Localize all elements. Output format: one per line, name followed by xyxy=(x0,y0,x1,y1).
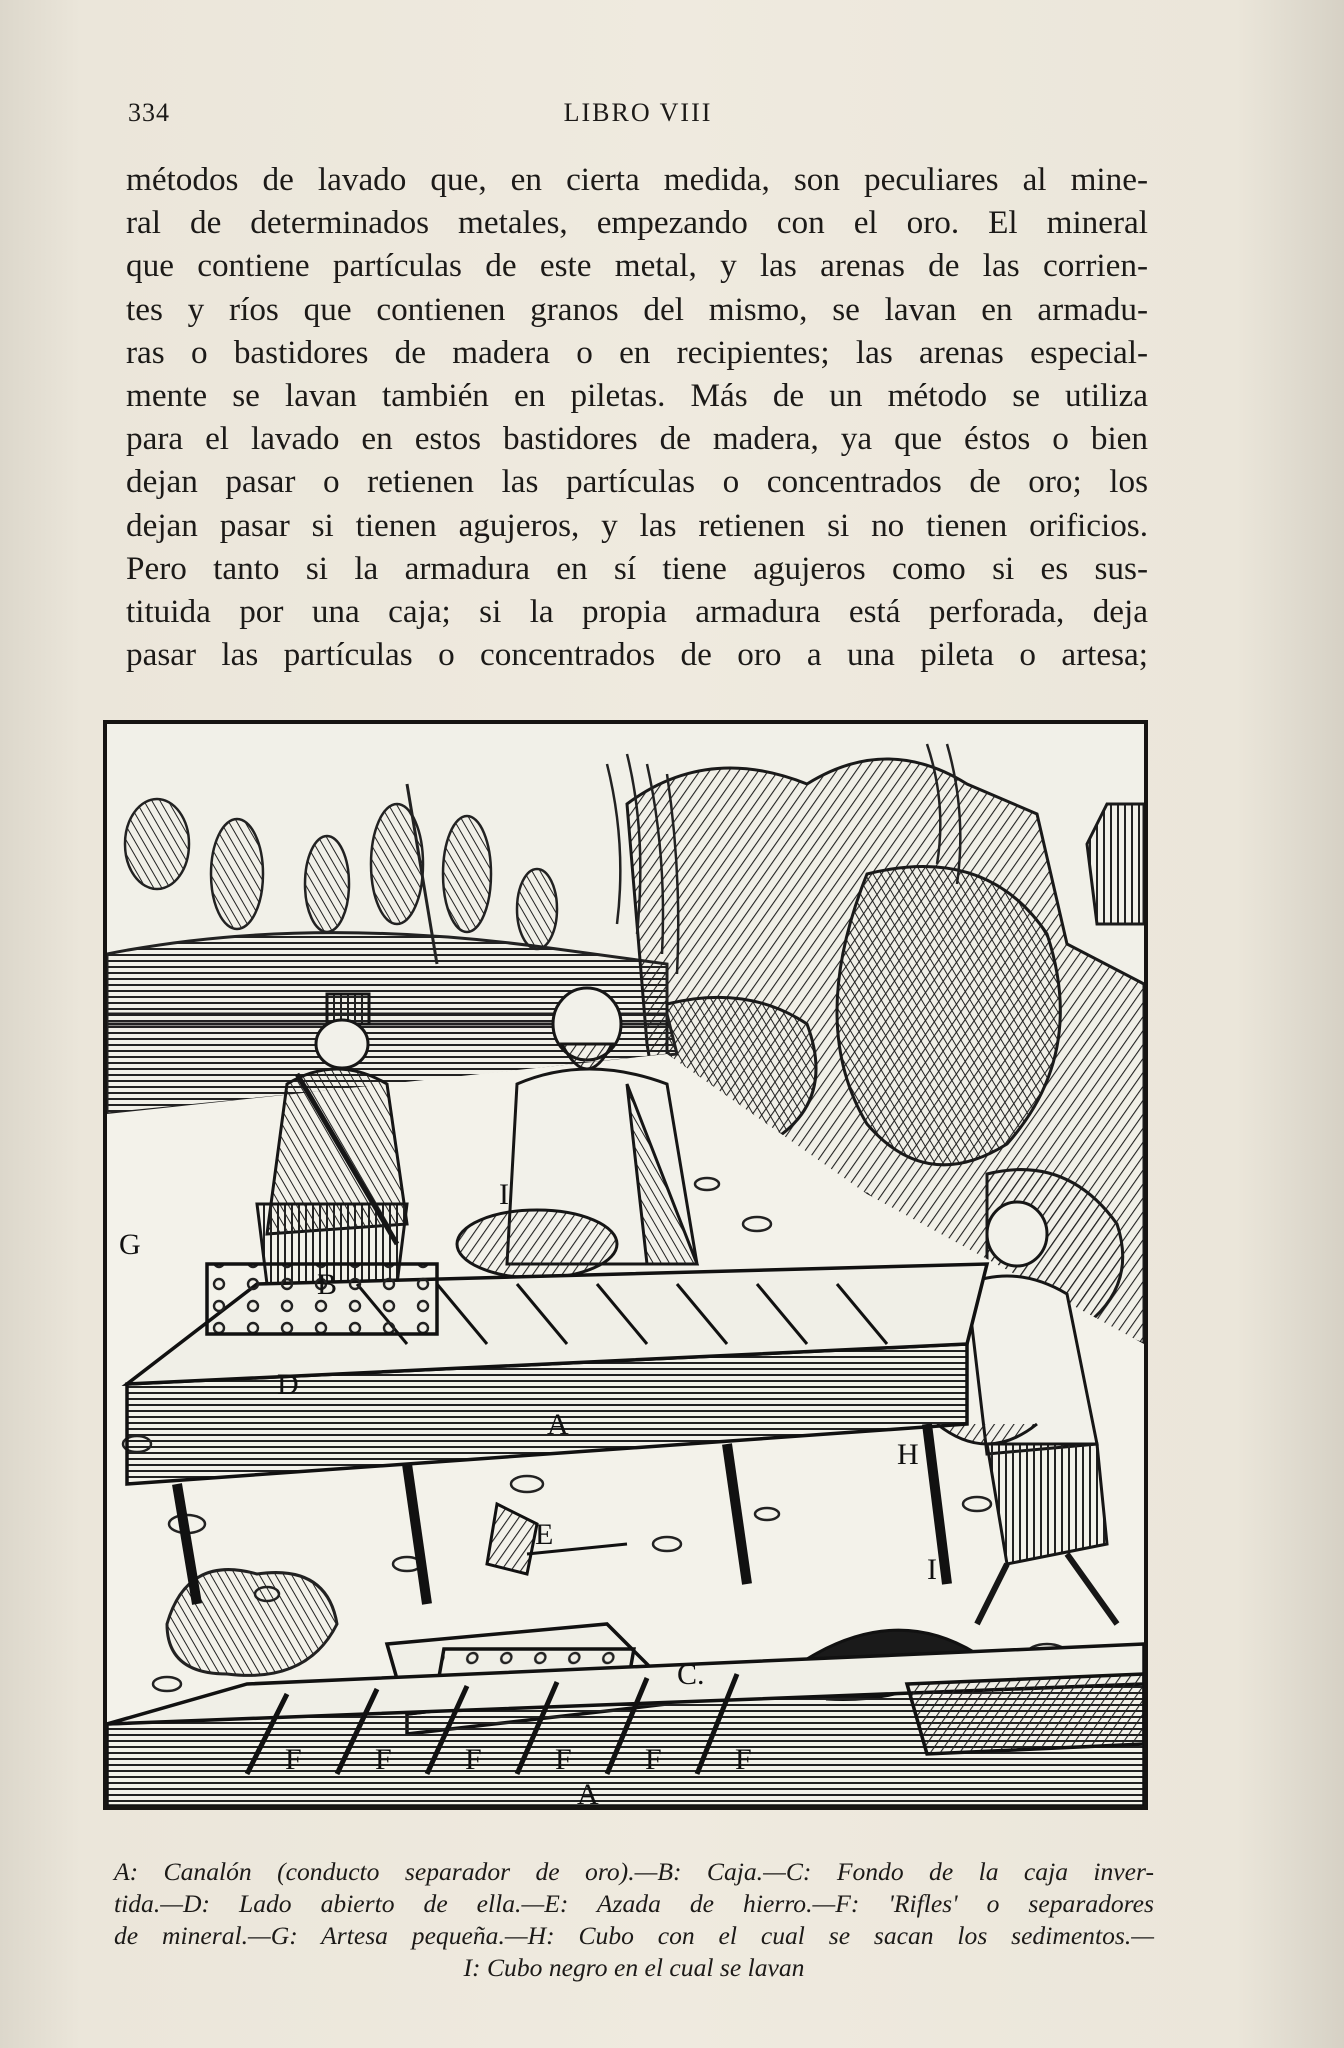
page-number: 334 xyxy=(128,98,170,127)
label-b: B xyxy=(317,1268,338,1301)
label-a-top: A xyxy=(547,1408,569,1441)
body-line: pasar las partículas o concentrados de oro a una pileta o artesa; xyxy=(126,636,1148,674)
label-h: H xyxy=(897,1438,919,1471)
label-f: F xyxy=(285,1743,302,1776)
body-line: que contiene partículas de este metal, y las arenas de las corrien- xyxy=(126,247,1148,285)
body-line: dejan pasar o retienen las partículas o concentrados de oro; los xyxy=(126,463,1148,501)
running-head: LIBRO VIII xyxy=(563,98,713,127)
body-line: mente se lavan también en piletas. Más de un método se utiliza xyxy=(126,377,1148,415)
body-line: para el lavado en estos bastidores de madera, ya que éstos o bien xyxy=(126,420,1148,458)
label-i-bottom: I xyxy=(927,1553,937,1586)
woodcut-drawing xyxy=(107,724,1144,1806)
body-line: ras o bastidores de madera o en recipientes; las arenas especial- xyxy=(126,333,1148,371)
label-c: C. xyxy=(677,1658,705,1691)
label-f: F xyxy=(465,1743,482,1776)
label-f: F xyxy=(375,1743,392,1776)
page-header xyxy=(128,98,1148,138)
label-e: E xyxy=(535,1518,554,1551)
caption-line: A: Canalón (conducto separador de oro).—B: Caja.—C: Fondo de la caja inver- xyxy=(114,1857,1154,1886)
label-d: D xyxy=(277,1368,299,1401)
label-a-bottom: A xyxy=(577,1778,599,1806)
body-line: dejan pasar si tienen agujeros, y las retienen si no tienen orificios. xyxy=(126,506,1148,544)
body-paragraph xyxy=(126,158,1148,676)
body-line: tituida por una caja; si la propia armadura está perforada, deja xyxy=(126,593,1148,631)
caption-line: I: Cubo negro en el cual se lavan xyxy=(463,1953,805,1982)
body-line: tes y ríos que contienen granos del mismo, se lavan en armadu- xyxy=(126,290,1148,328)
label-f: F xyxy=(555,1743,572,1776)
caption-line: tida.—D: Lado abierto de ella.—E: Azada de hierro.—F: 'Rifles' o separadores xyxy=(114,1889,1154,1918)
body-line: ral de determinados metales, empezando con el oro. El mineral xyxy=(126,204,1148,242)
figure-caption xyxy=(114,1856,1154,1984)
label-f: F xyxy=(645,1743,662,1776)
label-f: F xyxy=(735,1743,752,1776)
label-i-top: I xyxy=(499,1178,509,1211)
woodcut-illustration xyxy=(103,720,1148,1810)
body-line: métodos de lavado que, en cierta medida, son peculiares al mine- xyxy=(126,161,1148,198)
caption-line: de mineral.—G: Artesa pequeña.—H: Cubo con el cual se sacan los sedimentos.— xyxy=(114,1921,1154,1950)
body-line: Pero tanto si la armadura en sí tiene agujeros como si es sus- xyxy=(126,549,1148,587)
label-g: G xyxy=(119,1228,141,1261)
